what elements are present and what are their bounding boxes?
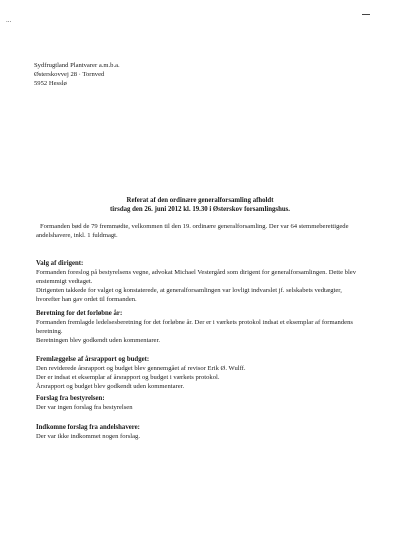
section-heading: Valg af dirigent: — [36, 260, 84, 267]
section-line: Der var ingen forslag fra bestyrelsen — [36, 404, 133, 411]
intro-text: Formanden bød de 79 fremmødte, velkommen til den 19. ordinære generalforsamling. Der var 64 stemmeberettigede andelshavere, inkl. 1 fuldmagt. — [36, 223, 349, 239]
section-line: Der var ikke indkommet nogen forslag. — [36, 433, 141, 440]
section-indkomne-forslag — [36, 423, 366, 441]
section-heading: Beretning for det forløbne år: — [36, 310, 123, 317]
section-line: Formanden foreslog på bestyrelsens vegne, advokat Michael Vestergård som dirigent for generalforsamlingen. Dette blev enstemmigt vedtaget. — [36, 269, 357, 285]
document-title-line2: tirsdag den 26. juni 2012 kl. 19.30 i Østerskov forsamlingshus. — [110, 206, 290, 213]
section-heading: Forslag fra bestyrelsen: — [36, 395, 105, 402]
section-forslag-bestyrelsen — [36, 394, 366, 412]
corner-tick — [362, 14, 370, 15]
section-heading: Fremlæggelse af årsrapport og budget: — [36, 356, 150, 363]
section-beretning — [36, 309, 366, 345]
sender-street: Østerskovvej 28 · Tornved — [34, 70, 105, 78]
sender-city: 5952 Hesslø — [34, 79, 67, 87]
document-title-line1: Referat af den ordinære generalforsamling afholdt — [126, 197, 274, 204]
section-line: Beretningen blev godkendt uden kommentarer. — [36, 337, 160, 344]
section-line: Der er indsat et eksemplar af årsrapport og budget i værkets protokol. — [36, 374, 220, 381]
section-line: Den reviderede årsrapport og budget blev gennemgået af revisor Erik Ø. Wulff. — [36, 365, 246, 372]
intro-paragraph — [36, 222, 366, 240]
section-line: Årsrapport og budget blev godkendt uden kommentarer. — [36, 383, 185, 390]
section-heading: Indkomne forslag fra andelshavere: — [36, 424, 140, 431]
corner-mark: ... — [6, 16, 12, 24]
section-valg-af-dirigent — [36, 259, 366, 304]
section-line: Dirigenten takkede for valget og konstaterede, at generalforsamlingen var lovligt indvarslet jf. selskabets vedtægter, hvorefter han gav ordet til formanden. — [36, 287, 342, 303]
sender-name: Sydfrugtland Plantvarer a.m.b.a. — [34, 62, 120, 69]
sender-address — [34, 62, 120, 88]
section-line: Formanden fremlagde ledelsesberetning for det forløbne år. Der er i værkets protokol indsat et eksemplar af formandens beretning. — [36, 319, 353, 335]
section-aarsrapport — [36, 355, 366, 391]
